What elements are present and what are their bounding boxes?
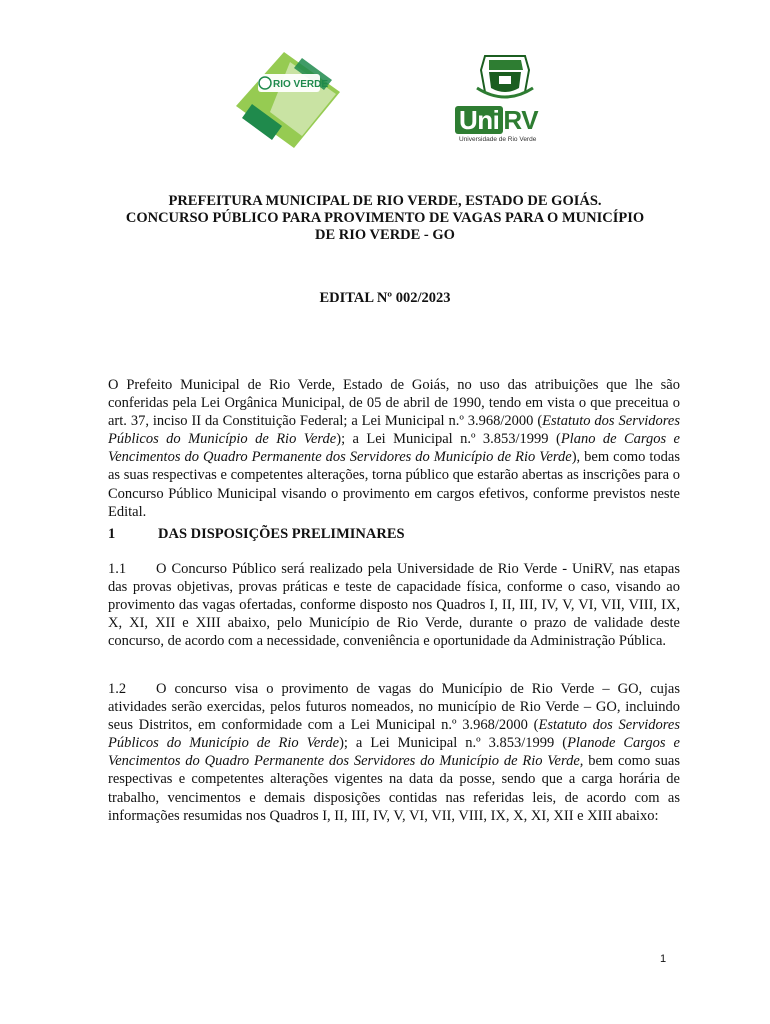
unirv-wordmark: Uni RV	[455, 105, 555, 136]
rio-verde-logo	[232, 48, 344, 150]
unirv-crest-icon	[455, 52, 555, 104]
paragraph-1-1: 1.1 O Concurso Público será realizado pela Universidade de Rio Verde - UniRV, nas etapas das provas objetivas, provas práticas e teste de capacidade física, conforme o caso, visando ao provimento das vagas ofertadas, conforme disposto nos Quadros I, II, III, IV, V, VI, VII, VIII, IX, X, XI, XII e XIII abaixo, pelo Município de Rio Verde, durante o prazo de validade deste concurso, de acordo com a necessidade, conveniência e oportunidade da Administração Pública.	[108, 561, 680, 650]
intro-paragraph: O Prefeito Municipal de Rio Verde, Estado de Goiás, no uso das atribuições que lhe são conferidas pela Lei Orgânica Municipal, de 05 de abril de 1990, tendo em vista o que preceitua o art. 37, inciso II da Constituição Federal; a Lei Municipal n.º 3.968/2000 (Estatuto dos Servidores Públicos do Município de Rio Verde); a Lei Municipal n.º 3.853/1999 (Plano de Cargos e Vencimentos do Quadro Permanente dos Servidores do Município de Rio Verde), bem como todas as suas respectivas e competentes alterações, torna público que estarão abertas as inscrições para o Concurso Público Municipal visando o provimento em cargos efetivos, conforme previstos neste Edital.	[108, 377, 680, 520]
rio-verde-logo-text: RIO VERDE	[273, 79, 329, 90]
rio-verde-logo-icon	[232, 48, 344, 150]
unirv-logo	[455, 52, 555, 148]
paragraph-1-2: 1.2 O concurso visa o provimento de vagas do Município de Rio Verde – GO, cujas atividades serão exercidas, pelos futuros nomeados, no município de Rio Verde – GO, incluindo seus Distritos, em conformidade com a Lei Municipal n.º 3.968/2000 (Estatuto dos Servidores Públicos do Município de Rio Verde); a Lei Municipal n.º 3.853/1999 (Planode Cargos e Vencimentos do Quadro Permanente dos Servidores do Município de Rio Verde, bem como suas respectivas e competentes alterações vigentes na data da posse, sendo que a carga horária de trabalho, vencimentos e demais disposições contidas nas referidas leis, de acordo com as informações resumidas nos Quadros I, II, III, IV, V, VI, VII, VIII, IX, X, XI, XII e XIII abaixo:	[108, 681, 680, 824]
document-title: PREFEITURA MUNICIPAL DE RIO VERDE, ESTADO DE GOIÁS. CONCURSO PÚBLICO PARA PROVIMENTO DE VAGAS PARA O MUNICÍPIO DE RIO VERDE - GO	[125, 193, 645, 243]
edital-number: EDITAL Nº 002/2023	[319, 290, 451, 306]
section-heading: 1 DAS DISPOSIÇÕES PRELIMINARES	[108, 526, 405, 542]
page-number: 1	[660, 953, 667, 965]
unirv-subtitle: Universidade de Rio Verde	[459, 136, 537, 143]
